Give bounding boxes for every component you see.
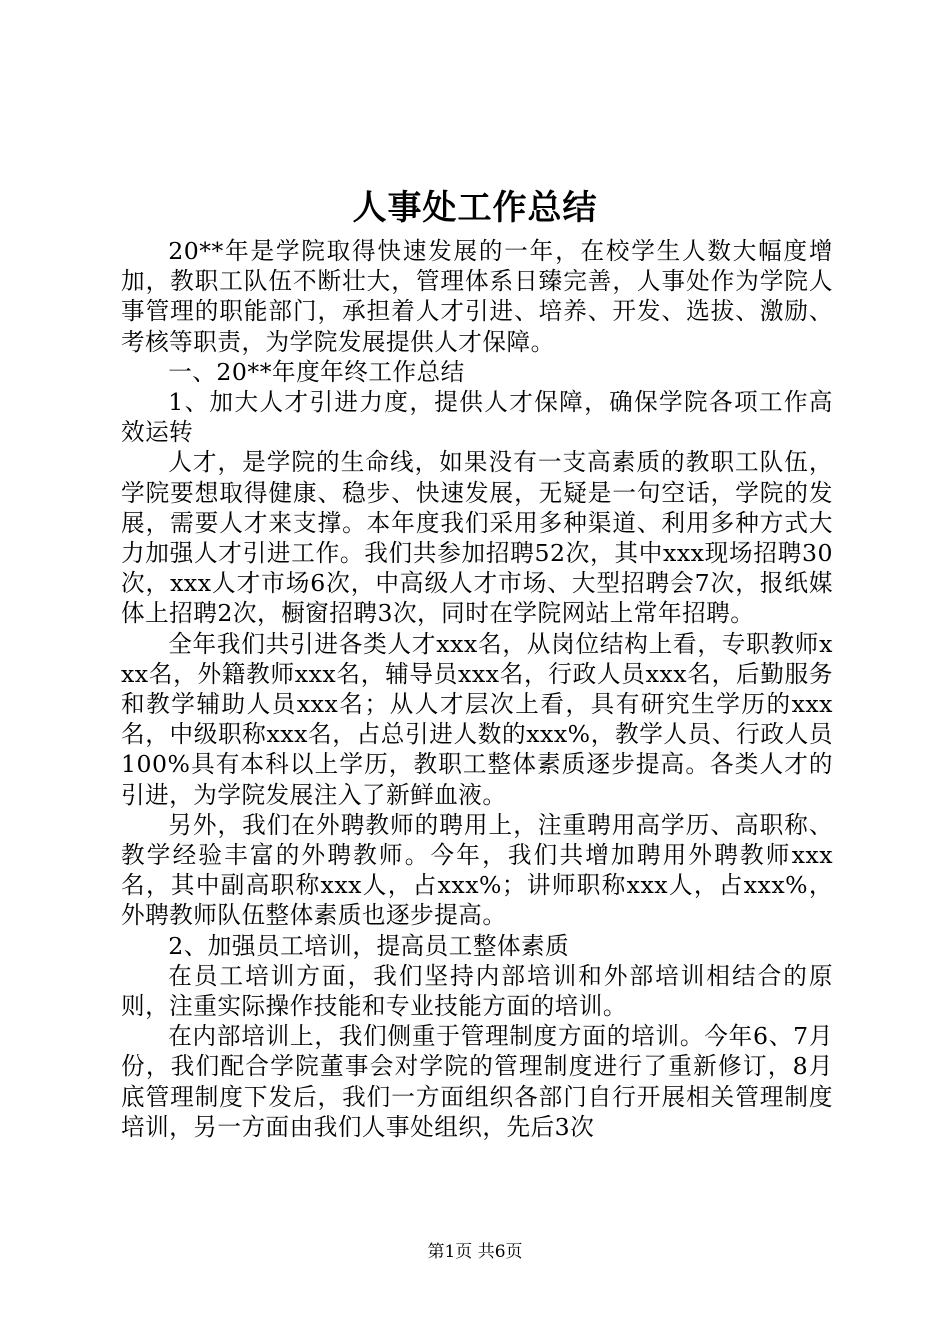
page-number-footer: 第1页 共6页 [427,1242,523,1262]
subsection-heading-2: 2、加强员工培训，提高员工整体素质 [168,931,570,960]
document-title: 人事处工作总结 [352,188,598,228]
body-paragraph: 在员工培训方面，我们坚持内部培训和外部培训相结合的原则，注重实际操作技能和专业技能方面的培训。 [121,961,833,1021]
subsection-heading-1: 1、加大人才引进力度，提供人才保障，确保学院各项工作高效运转 [121,388,833,447]
body-paragraph: 另外，我们在外聘教师的聘用上，注重聘用高学历、高职称、教学经验丰富的外聘教师。今年，我们共增加聘用外聘教师xxx名，其中副高职称xxx人，占xxx%；讲师职称xxx人，占xxx%，外聘教师队伍整体素质也逐步提高。 [121,810,833,930]
body-paragraph: 在内部培训上，我们侧重于管理制度方面的培训。今年6、7月份，我们配合学院董事会对学院的管理制度进行了重新修订，8月底管理制度下发后，我们一方面组织各部门自行开展相关管理制度培训，另一方面由我们人事处组织，先后3次 [121,1022,833,1141]
body-paragraph: 全年我们共引进各类人才xxx名，从岗位结构上看，专职教师xxx名，外籍教师xxx名，辅导员xxx名，行政人员xxx名，后勤服务和教学辅助人员xxx名；从人才层次上看，具有研究生学历的xxx名，中级职称xxx名，占总引进人数的xxx%，教学人员、行政人员100%具有本科以上学历，教职工整体素质逐步提高。各类人才的引进，为学院发展注入了新鲜血液。 [121,629,833,809]
section-heading-1: 一、20**年度年终工作总结 [168,357,465,386]
body-paragraph: 人才，是学院的生命线，如果没有一支高素质的教职工队伍，学院要想取得健康、稳步、快速发展，无疑是一句空话，学院的发展，需要人才来支撑。本年度我们采用多种渠道、利用多种方式大力加强人才引进工作。我们共参加招聘52次，其中xxx现场招聘30次，xxx人才市场6次，中高级人才市场、大型招聘会7次，报纸媒体上招聘2次，橱窗招聘3次，同时在学院网站上常年招聘。 [121,448,833,628]
document-body [121,236,833,1142]
intro-paragraph: 20**年是学院取得快速发展的一年，在校学生人数大幅度增加，教职工队伍不断壮大，管理体系日臻完善，人事处作为学院人事管理的职能部门，承担着人才引进、培养、开发、选拔、激励、考核等职责，为学院发展提供人才保障。 [121,237,833,356]
